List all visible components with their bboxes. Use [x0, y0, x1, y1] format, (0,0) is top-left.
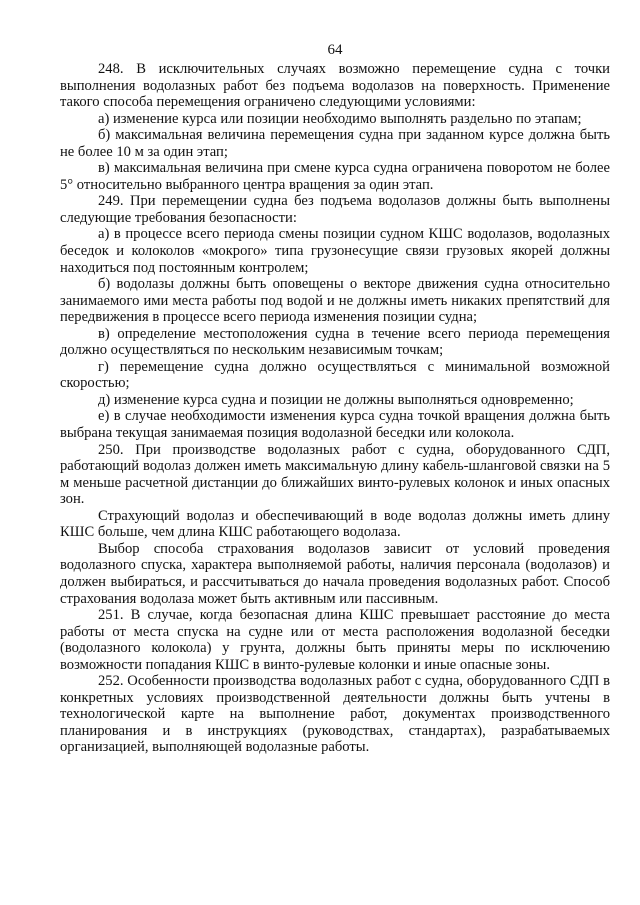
list-item-249-b: б) водолазы должны быть оповещены о векторе движения судна относительно занимаемого ими места работы под водой и не должны иметь никаких препятствий для передвижения в процессе всего периода изменения позиции судна;: [60, 276, 610, 326]
paragraph-250: 250. При производстве водолазных работ с судна, оборудованного СДП, работающий водолаз должен иметь максимальную длину кабель-шланговой связки на 5 м меньше расчетной дистанции до ближайших винто-рулевых колонок и иных опасных зон.: [60, 441, 610, 508]
list-item-249-d: д) изменение курса судна и позиции не должны выполняться одновременно;: [98, 391, 574, 408]
list-item-249-e: е) в случае необходимости изменения курса судна точкой вращения должна быть выбрана текущая занимаемая позиция водолазной беседки или колокола.: [60, 408, 610, 442]
paragraph-249: 249. При перемещении судна без подъема водолазов должны быть выполнены следующие требования безопасности:: [60, 193, 610, 226]
list-item-249-g: г) перемещение судна должно осуществляться с минимальной возможной скоростью;: [60, 358, 610, 392]
paragraph-250-safety-method: Выбор способа страхования водолазов зависит от условий проведения водолазного спуска, характера выполняемой работы, наличия персонала (водолазов) и должен выбираться, и рассчитываться до начала проведения водолазных работ. Способ страхования водолаза может быть активным или пассивным.: [60, 540, 610, 607]
document-body: [60, 61, 610, 756]
paragraph-248: 248. В исключительных случаях возможно перемещение судна с точки выполнения водолазных работ без подъема водолазов на поверхность. Применение такого способа перемещения ограничено следующими условиями:: [60, 61, 610, 111]
list-item-249-v: в) определение местоположения судна в течение всего периода перемещения должно осуществляться по нескольким независимым точкам;: [60, 325, 610, 359]
list-item-248-a: а) изменение курса или позиции необходимо выполнять раздельно по этапам;: [98, 110, 582, 127]
paragraph-250-backup-diver: Страхующий водолаз и обеспечивающий в воде водолаз должны иметь длину КШС больше, чем длина КШС работающего водолаза.: [60, 507, 610, 541]
list-item-248-v: в) максимальная величина при смене курса судна ограничена поворотом не более 5° относительно выбранного центра вращения за один этап.: [60, 160, 610, 193]
page-number: 64: [327, 42, 343, 58]
paragraph-251: 251. В случае, когда безопасная длина КШС превышает расстояние до места работы от места спуска на судне или от места расположения водолазной беседки (водолазного колокола) у грунта, должны быть приняты меры по исключению возможности попадания КШС в винто-рулевые колонки и иные опасные зоны.: [60, 607, 610, 673]
list-item-249-a: а) в процессе всего периода смены позиции судном КШС водолазов, водолазных беседок и колоколов «мокрого» типа грузонесущие связи грузовых якорей должны находиться под постоянным контролем;: [60, 226, 610, 276]
paragraph-252: 252. Особенности производства водолазных работ с судна, оборудованного СДП в конкретных условиях производственной деятельности должны быть учтены в технологической карте на выполнение работ, документах производственного планирования и в инструкциях (руководствах, стандартах), разрабатываемых организацией, выполняющей водолазные работы.: [60, 673, 610, 756]
list-item-248-b: б) максимальная величина перемещения судна при заданном курсе должна быть не более 10 м за один этап;: [60, 127, 610, 160]
